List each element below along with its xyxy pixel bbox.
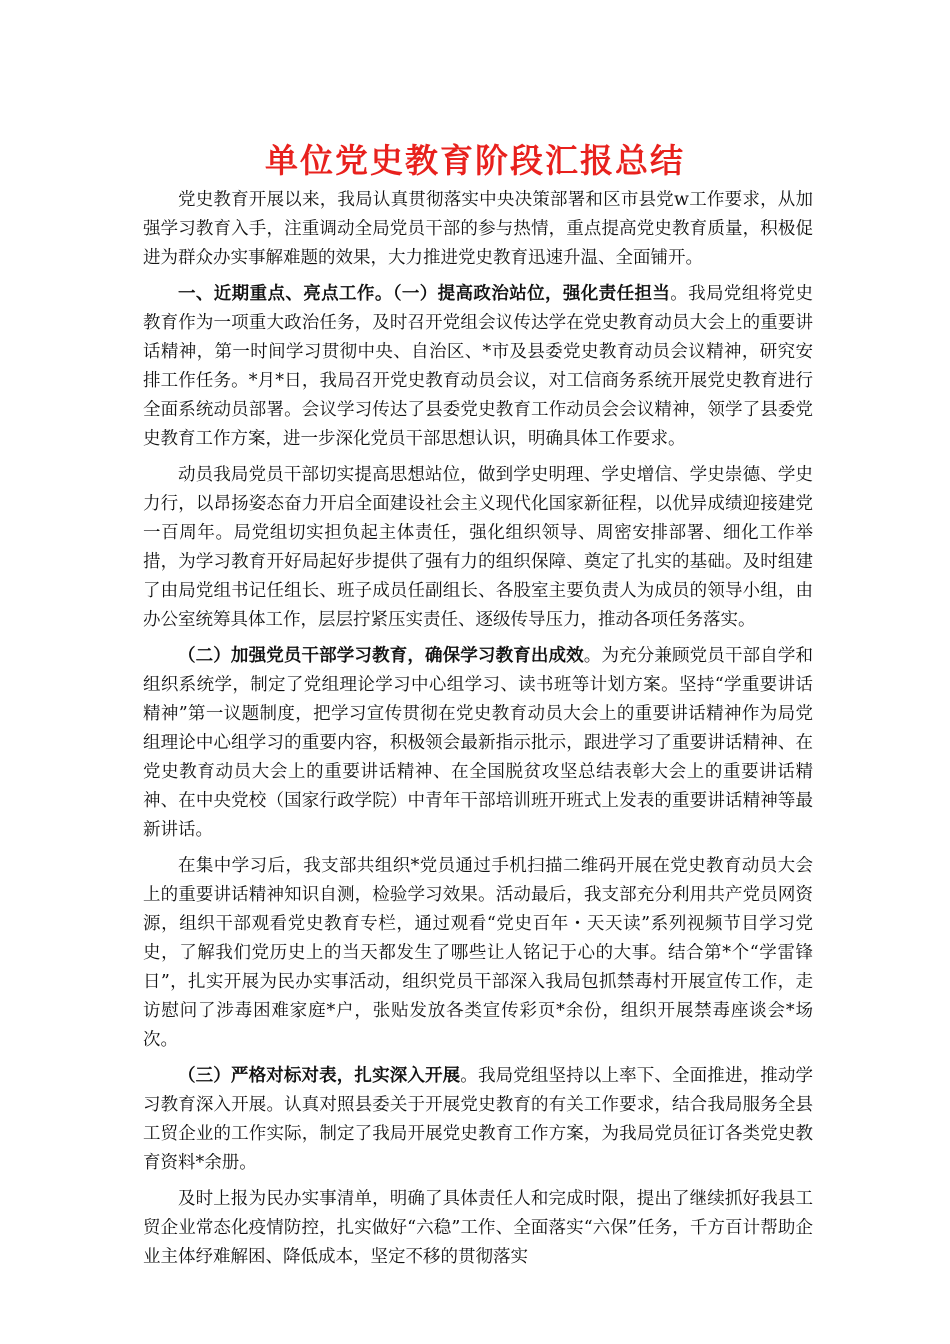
paragraph-heading: 一、近期重点、亮点工作。（一）提高政治站位，强化责任担当 bbox=[178, 284, 671, 304]
paragraph-text: 。我局党组坚持以上率下、全面推进，推动学习教育深入开展。认真对照县委关于开展党史教育的有关工作要求，结合我局服务全县工贸企业的工作实际，制定了我局开展党史教育工作方案，为我局党员征订各类党史教育资料*余册。 bbox=[143, 1066, 814, 1173]
paragraph-text: 及时上报为民办实事清单，明确了具体责任人和完成时限，提出了继续抓好我县工贸企业常态化疫情防控，扎实做好“六稳”工作、全面落实“六保”任务，千方百计帮助企业主体纾难解困、降低成本，坚定不移的贯彻落实 bbox=[143, 1189, 813, 1267]
paragraph-section-3 bbox=[143, 1062, 813, 1178]
paragraph-text: 动员我局党员干部切实提高思想站位，做到学史明理、学史增信、学史崇德、学史力行，以昂扬姿态奋力开启全面建设社会主义现代化国家新征程，以优异成绩迎接建党一百周年。局党组切实担负起主体责任，强化组织领导、周密安排部署、细化工作举措，为学习教育开好局起好步提供了强有力的组织保障、奠定了扎实的基础。及时组建了由局党组书记任组长、班子成员任副组长、各股室主要负责人为成员的领导小组，由办公室统筹具体工作，层层拧紧压实责任、逐级传导压力，推动各项任务落实。 bbox=[143, 465, 813, 630]
paragraph-practical-list bbox=[143, 1185, 813, 1272]
paragraph-heading: （三）严格对标对表，扎实深入开展 bbox=[178, 1066, 461, 1086]
paragraph-heading: （二）加强党员干部学习教育，确保学习教育出成效 bbox=[178, 646, 584, 666]
paragraph-text: 。我局党组将党史教育作为一项重大政治任务，及时召开党组会议传达学在党史教育动员大会上的重要讲话精神，第一时间学习贯彻中央、自治区、*市及县委党史教育动员会议精神，研究安排工作任务。*月*日，我局召开党史教育动员会议，对工信商务系统开展党史教育进行全面系统动员部署。会议学习传达了县委党史教育工作动员会会议精神，领学了县委党史教育工作方案，进一步深化党员干部思想认识，明确具体工作要求。 bbox=[143, 284, 813, 449]
paragraph-study-activities bbox=[143, 852, 813, 1055]
paragraph-text: 在集中学习后，我支部共组织*党员通过手机扫描二维码开展在党史教育动员大会上的重要讲话精神知识自测，检验学习效果。活动最后，我支部充分利用共产党员网资源，组织干部观看党史教育专栏，通过观看“党史百年・天天读”系列视频节目学习党史，了解我们党历史上的当天都发生了哪些让人铭记于心的大事。结合第*个“学雷锋日”，扎实开展为民办实事活动，组织党员干部深入我局包抓禁毒村开展宣传工作，走访慰问了涉毒困难家庭*户，张贴发放各类宣传彩页*余份，组织开展禁毒座谈会*场次。 bbox=[143, 856, 813, 1050]
paragraph-section-2 bbox=[143, 642, 813, 845]
document-title: 单位党史教育阶段汇报总结 bbox=[265, 141, 685, 180]
paragraph-intro bbox=[143, 186, 813, 273]
document-body bbox=[143, 186, 813, 1272]
paragraph-mobilization bbox=[143, 461, 813, 635]
paragraph-section-1 bbox=[143, 280, 813, 454]
paragraph-text: 党史教育开展以来，我局认真贯彻落实中央决策部署和区市县党w工作要求，从加强学习教育入手，注重调动全局党员干部的参与热情，重点提高党史教育质量，积极促进为群众办实事解难题的效果，大力推进党史教育迅速升温、全面铺开。 bbox=[143, 190, 813, 268]
paragraph-text: 。为充分兼顾党员干部自学和组织系统学，制定了党组理论学习中心组学习、读书班等计划方案。坚持“学重要讲话精神”第一议题制度，把学习宣传贯彻在党史教育动员大会上的重要讲话精神作为局党组理论中心组学习的重要内容，积极领会最新指示批示，跟进学习了重要讲话精神、在党史教育动员大会上的重要讲话精神、在全国脱贫攻坚总结表彰大会上的重要讲话精神、在中央党校（国家行政学院）中青年干部培训班开班式上发表的重要讲话精神等最新讲话。 bbox=[143, 646, 814, 840]
